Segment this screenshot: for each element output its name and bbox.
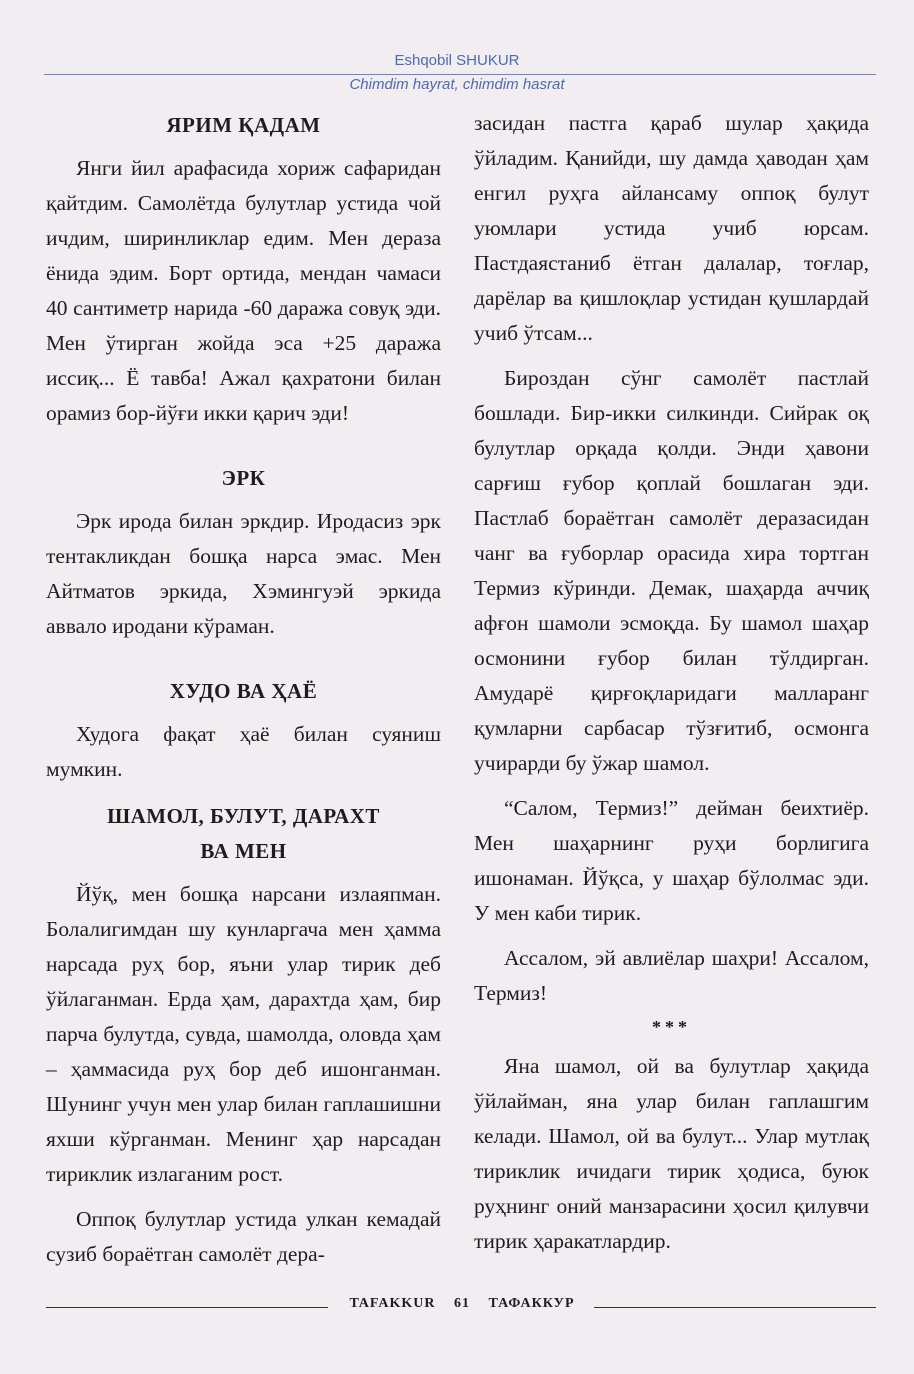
left-column bbox=[46, 106, 441, 1272]
paragraph: Эрк ирода билан эркдир. Иродасиз эрк тентакликдан бошқа нарса эмас. Мен Айтматов эркида, Хэмингуэй эркида аввало иродани кўраман. bbox=[46, 509, 441, 638]
footer-rule-right bbox=[594, 1307, 876, 1308]
paragraph: Худога фақат ҳаё билан суяниш мумкин. bbox=[46, 722, 441, 781]
paragraph: Бироздан сўнг самолёт пастлай бошлади. Бир-икки силкинди. Сийрак оқ булутлар орқада қолди. Энди ҳавони сарғиш ғубор қоплай бошлаган эди. Пастлаб бораётган самолёт деразасидан чанг ва ғуборлар орасида хира тортган Термиз кўринди. Демак, шаҳарда аччиқ афғон шамоли эсмоқда. Бу шамол шаҳар осмонини ғубор билан тўлдирган. Амударё қирғоқларидаги малларанг қумларни сарбасар тўзғитиб, осмонга учирарди бу ўжар шамол. bbox=[474, 366, 869, 775]
section-divider-stars: *** bbox=[652, 1017, 691, 1037]
section-title-shamol-line1: ШАМОЛ, БУЛУТ, ДАРАХТ bbox=[107, 804, 380, 828]
paragraph: “Салом, Термиз!” дейман беихтиёр. Мен шаҳарнинг руҳи борлигига ишонаман. Йўқса, у шаҳар бўлолмас эди. У мен каби тирик. bbox=[474, 796, 869, 925]
paragraph: Яна шамол, ой ва булутлар ҳақида ўйлайман, яна улар билан гаплашгим келади. Шамол, ой ва булут... Улар мутлақ тириклик ичидаги тирик ҳодиса, буюк руҳнинг оний манзарасини ҳосил қилувчи тирик ҳаракатлардир. bbox=[474, 1054, 869, 1253]
running-head-subtitle: Chimdim hayrat, chimdim hasrat bbox=[349, 76, 565, 93]
footer-label-latin: TAFAKKUR bbox=[349, 1296, 436, 1311]
footer-rule-left bbox=[46, 1307, 328, 1308]
running-head-author: Eshqobil SHUKUR bbox=[394, 52, 520, 69]
running-head-rule bbox=[44, 74, 876, 75]
section-title-xudo-va-hayo: ХУДО ВА ҲАЁ bbox=[169, 679, 318, 703]
section-title-erk: ЭРК bbox=[221, 466, 266, 490]
paragraph: Янги йил арафасида хориж сафаридан қайтдим. Самолётда булутлар устида чой ичдим, ширинликлар едим. Мен дераза ёнида эдим. Борт ортида, мендан чамаси 40 сантиметр нарида -60 даража совуқ эди. Мен ўтирган жойда эса +25 даража иссиқ... Ё тавба! Ажал қахратони билан орамиз бор-йўғи икки қарич эди! bbox=[46, 156, 441, 425]
page-number: 61 bbox=[454, 1296, 471, 1311]
section-title-shamol-line2: ВА МЕН bbox=[200, 839, 287, 863]
paragraph: Ассалом, эй авлиёлар шаҳри! Ассалом, Термиз! bbox=[474, 946, 869, 1005]
section-title-yarim-qadam: ЯРИМ ҚАДАМ bbox=[166, 113, 321, 137]
footer-center bbox=[342, 1296, 582, 1312]
paragraph: Оппоқ булутлар устида улкан кемадай сузиб бораётган самолёт дера- bbox=[46, 1207, 441, 1266]
footer-label-cyrillic: ТАФАККУР bbox=[488, 1296, 575, 1311]
paragraph: Йўқ, мен бошқа нарсани излаяпман. Болалигимдан шу кунларгача мен ҳамма нарсада руҳ бор, яъни улар тирик деб ўйлаганман. Ерда ҳам, дарахтда ҳам, бир парча булутда, сувда, шамолда, оловда ҳам – ҳаммасида руҳ бор деб ишонганман. Шунинг учун мен улар билан гаплашишни яхши кўрганман. Менинг ҳар нарсадан тириклик излаганим рост. bbox=[46, 882, 441, 1186]
page-footer bbox=[46, 1296, 876, 1320]
right-column bbox=[474, 106, 869, 1259]
paragraph-continued: засидан пастга қараб шулар ҳақида ўйладим. Қанийди, шу дамда ҳаводан ҳам енгил руҳга айлансаму оппоқ булут уюмлари устида учиб юрсам. Пастдаястаниб ётган далалар, тоғлар, дарёлар ва қишлоқлар устидан қушлардай учиб ўтсам... bbox=[474, 111, 869, 345]
